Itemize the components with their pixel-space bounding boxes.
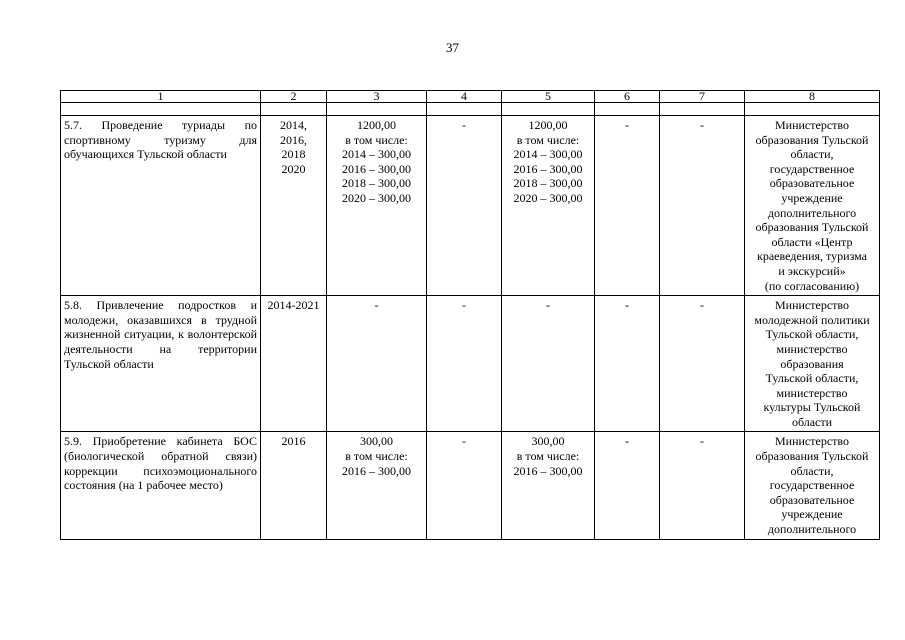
cell-line: - [374,298,379,313]
cell-line: в том числе: [345,132,408,147]
other-sources-cell: - [660,296,745,432]
cell-line: краеведения, туризма [757,249,867,264]
measure-name-cell: 5.8. Привлечение подростков и молодежи, оказавшихся в трудной жизненной ситуации, к волонтерской деятельности на территории Тульской области [61,296,261,432]
cell-line: министерство [776,341,848,356]
cell-line: 300,00 [360,434,393,449]
table-row [61,296,880,432]
cell-line: 2018 – 300,00 [513,176,583,191]
cell-line: дополнительного [767,522,857,537]
total-funding-cell [327,296,427,432]
header-row [61,91,880,103]
header-cell: 7 [660,91,745,103]
cell-line: 2020 – 300,00 [513,190,583,205]
cell-line: 2016 – 300,00 [513,463,583,478]
spacer-row [61,103,880,116]
cell-line: 2014 – 300,00 [342,147,411,162]
header-cell: 1 [61,91,261,103]
cell-line: 2014 – 300,00 [513,147,583,162]
cell-line: области [791,414,833,429]
regional-budget-cell [502,432,595,539]
cell-line: 2014-2021 [267,298,320,313]
cell-line: образования Тульской [755,449,869,464]
header-cell: 4 [427,91,502,103]
total-funding-cell [327,116,427,296]
local-budget-cell: - [595,296,660,432]
executor-cell [745,296,880,432]
cell-line: Министерство [775,434,849,449]
other-sources-cell: - [660,116,745,296]
federal-budget-cell: - [427,296,502,432]
cell-line: 300,00 [531,434,565,449]
executor-cell [745,432,880,539]
cell-line: 1200,00 [528,118,568,132]
federal-budget-cell: - [427,116,502,296]
table-row [61,432,880,539]
header-cell: 3 [327,91,427,103]
header-cell: 5 [502,91,595,103]
cell-line: учреждение [781,507,843,522]
cell-line: 1200,00 [357,118,396,132]
regional-budget-cell [502,296,595,432]
cell-line: в том числе: [345,449,408,464]
cell-line: образовательное [769,492,855,507]
other-sources-cell: - [660,432,745,539]
executor-cell [745,116,880,296]
cell-line: Тульской области, [765,371,859,386]
cell-line: образования Тульской [755,132,869,147]
cell-line: государственное [769,478,855,493]
local-budget-cell: - [595,432,660,539]
cell-line: Министерство [775,298,849,313]
cell-line: 2018 – 300,00 [342,176,411,191]
cell-line: (по согласованию) [764,278,860,293]
cell-line: области «Центр [771,234,853,249]
cell-line: 2016 – 300,00 [342,161,411,176]
header-cell: 2 [261,91,327,103]
cell-line: образования Тульской [755,220,869,235]
header-cell: 6 [595,91,660,103]
cell-line: Министерство [775,118,849,132]
years-cell [261,296,327,432]
cell-line: - [546,298,550,313]
cell-line: области, [790,147,834,162]
cell-line: образовательное [769,176,855,191]
cell-line: в том числе: [516,449,580,464]
cell-line: образования [780,356,844,371]
cell-line: учреждение [781,190,843,205]
cell-line: 2014, [280,118,307,132]
cell-line: 2018 [281,147,306,162]
table-row [61,116,880,296]
cell-line: 2016, [280,132,307,147]
cell-line: и экскурсий» [778,263,846,278]
regional-budget-cell [502,116,595,296]
cell-line: 2020 – 300,00 [342,190,411,205]
measure-name-cell: 5.9. Приобретение кабинета БОС (биологической обратной связи) коррекции психоэмоционального состояния (на 1 рабочее место) [61,432,261,539]
cell-line: области, [790,463,834,478]
cell-line: 2016 [281,434,306,449]
cell-line: 2016 – 300,00 [342,463,411,478]
cell-line: дополнительного [767,205,857,220]
total-funding-cell [327,432,427,539]
cell-line: министерство [776,385,848,400]
cell-line: 2020 [281,161,306,176]
federal-budget-cell: - [427,432,502,539]
header-cell: 8 [745,91,880,103]
years-cell [261,116,327,296]
local-budget-cell: - [595,116,660,296]
cell-line: молодежной политики [754,312,870,327]
cell-line: 2016 – 300,00 [513,161,583,176]
cell-line: государственное [769,161,855,176]
cell-line: культуры Тульской [763,400,861,415]
program-table [60,90,880,540]
cell-line: Тульской области, [765,327,859,342]
page-number: 37 [446,40,459,55]
cell-line: в том числе: [516,132,580,147]
measure-name-cell: 5.7. Проведение туриады по спортивному туризму для обучающихся Тульской области [61,116,261,296]
years-cell [261,432,327,539]
